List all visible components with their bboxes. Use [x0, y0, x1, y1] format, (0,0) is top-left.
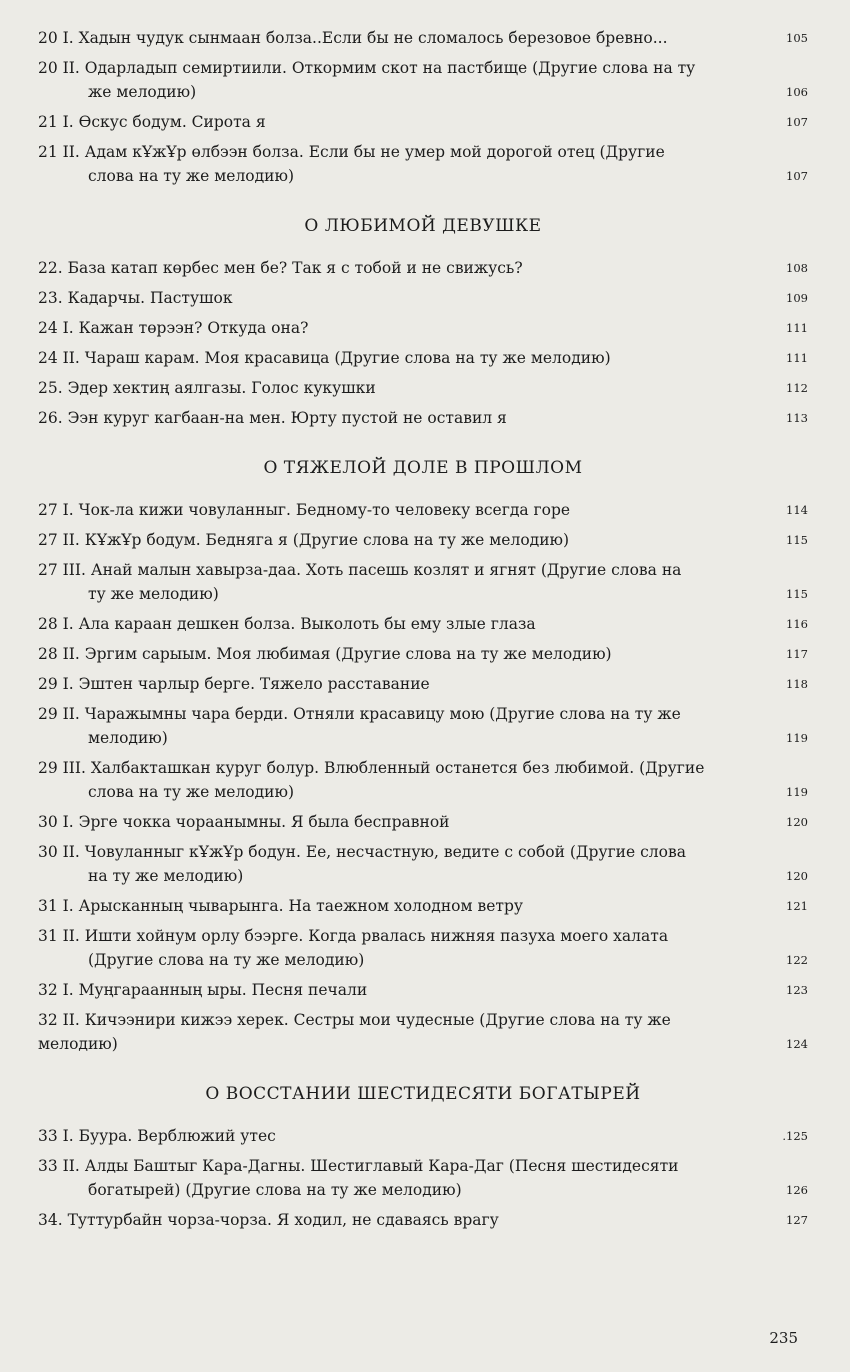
toc-entry-text: 30 I. Эрге чокка чораанымны. Я была бесправной	[38, 813, 450, 831]
toc-entry-title	[38, 256, 768, 280]
toc-entry-page: 112	[786, 381, 808, 395]
toc-entry-text: 25. Эдер хектиң аялгазы. Голос кукушки	[38, 379, 376, 397]
toc-entry	[38, 256, 808, 280]
toc-entry	[38, 558, 808, 606]
toc-entry-title	[38, 924, 768, 972]
toc-entry	[38, 1124, 808, 1148]
toc-entry	[38, 56, 808, 104]
toc-entry-title	[38, 498, 768, 522]
section-heading: О ТЯЖЕЛОЙ ДОЛЕ В ПРОШЛОМ	[263, 458, 583, 478]
toc-entry-page: 106	[786, 85, 808, 99]
toc-entry	[38, 110, 808, 134]
toc-entry-text: 32 II. Кичээнири кижээ херек. Сестры мои чудесные (Другие слова на ту же мелодию)	[38, 1011, 671, 1053]
toc-entry-title	[38, 376, 768, 400]
toc-entry-continuation: (Другие слова на ту же мелодию)	[88, 951, 365, 969]
toc-entry	[38, 316, 808, 340]
table-of-contents	[38, 26, 808, 1238]
toc-entry-page: 120	[786, 869, 808, 883]
toc-entry-text: 31 II. Ишти хойнум орлу бээрге. Когда рвалась нижняя пазуха моего халата	[38, 927, 669, 945]
toc-entry-text: 29 I. Эштен чарлыр берге. Тяжело расставание	[38, 675, 430, 693]
toc-entry-title	[38, 26, 768, 50]
toc-entry-continuation: богатырей) (Другие слова на ту же мелодию)	[88, 1181, 462, 1199]
toc-entry-text: 28 II. Эргим сарыым. Моя любимая (Другие слова на ту же мелодию)	[38, 645, 612, 663]
toc-entry-page: 113	[786, 411, 808, 425]
toc-entry-text: 24 II. Чараш карам. Моя красавица (Другие слова на ту же мелодию)	[38, 349, 611, 367]
toc-entry-page: 116	[786, 617, 808, 631]
toc-entry-title	[38, 1008, 768, 1056]
toc-entry-title	[38, 978, 768, 1002]
toc-entry-page: 119	[786, 785, 808, 799]
toc-entry-text: 32 I. Муңгараанның ыры. Песня печали	[38, 981, 368, 999]
toc-entry-title	[38, 672, 768, 696]
toc-entry-text: 21 I. Өскус бодум. Сирота я	[38, 113, 266, 131]
toc-entry-title	[38, 286, 768, 310]
toc-entry-text: 23. Кадарчы. Пастушок	[38, 289, 233, 307]
toc-entry-continuation: слова на ту же мелодию)	[88, 783, 295, 801]
toc-entry	[38, 1008, 808, 1056]
toc-entry-title	[38, 1208, 768, 1232]
toc-entry-page: 119	[786, 731, 808, 745]
toc-entry-page: 108	[786, 261, 808, 275]
toc-entry-title	[38, 642, 768, 666]
toc-entry	[38, 840, 808, 888]
toc-entry-title	[38, 1154, 768, 1202]
toc-entry-title	[38, 558, 768, 606]
toc-entry-text: 33 I. Буура. Верблюжий утес	[38, 1127, 276, 1145]
toc-entry	[38, 894, 808, 918]
toc-entry-title	[38, 612, 768, 636]
toc-entry-page: 118	[786, 677, 808, 691]
toc-entry	[38, 672, 808, 696]
toc-entry-text: 22. База катап көрбес мен бе? Так я с тобой и не свижусь?	[38, 259, 523, 277]
toc-entry	[38, 612, 808, 636]
toc-entry-text: 26. Ээн куруг кагбаан-на мен. Юрту пустой не оставил я	[38, 409, 507, 427]
toc-entry-page: 115	[786, 533, 808, 547]
toc-entry-text: 21 II. Адам кҰжҰр өлбээн болза. Если бы не умер мой дорогой отец (Другие	[38, 143, 665, 161]
section-heading: О ВОССТАНИИ ШЕСТИДЕСЯТИ БОГАТЫРЕЙ	[205, 1084, 641, 1104]
toc-entry-title	[38, 406, 768, 430]
toc-entry-text: 27 III. Анай малын хавырза-даа. Хоть пасешь козлят и ягнят (Другие слова на	[38, 561, 682, 579]
toc-entry-title	[38, 140, 768, 188]
toc-entry-text: 27 I. Чок-ла кижи човуланныг. Бедному-то человеку всегда горе	[38, 501, 571, 519]
toc-entry-text: 29 III. Халбакташкан куруг болур. Влюбленный останется без любимой. (Другие	[38, 759, 705, 777]
toc-entry	[38, 376, 808, 400]
toc-entry	[38, 1208, 808, 1232]
toc-entry-page: .125	[782, 1129, 808, 1143]
toc-entry-title	[38, 756, 768, 804]
toc-entry-continuation: на ту же мелодию)	[88, 867, 244, 885]
toc-entry-text: 30 II. Човуланныг кҰжҰр бодун. Ее, несчастную, ведите с собой (Другие слова	[38, 843, 686, 861]
toc-entry	[38, 702, 808, 750]
toc-entry-title	[38, 810, 768, 834]
toc-entry-title	[38, 346, 768, 370]
toc-entry-page: 111	[786, 321, 808, 335]
toc-entry-title	[38, 528, 768, 552]
toc-entry-continuation: же мелодию)	[88, 83, 197, 101]
toc-entry-page: 122	[786, 953, 808, 967]
toc-entry-text: 33 II. Алды Баштыг Кара-Дагны. Шестиглавый Кара-Даг (Песня шестидесяти	[38, 1157, 679, 1175]
toc-entry-page: 117	[786, 647, 808, 661]
toc-entry	[38, 528, 808, 552]
toc-entry	[38, 346, 808, 370]
toc-entry-page: 107	[786, 115, 808, 129]
toc-entry	[38, 140, 808, 188]
toc-entry-title	[38, 702, 768, 750]
toc-entry-text: 20 II. Одарладып семиртиили. Откормим скот на пастбище (Другие слова на ту	[38, 59, 696, 77]
toc-entry-title	[38, 840, 768, 888]
toc-entry-page: 121	[786, 899, 808, 913]
toc-entry-continuation: ту же мелодию)	[88, 585, 219, 603]
toc-entry-page: 124	[786, 1037, 808, 1051]
toc-entry	[38, 978, 808, 1002]
toc-entry	[38, 1154, 808, 1202]
section-heading: О ЛЮБИМОЙ ДЕВУШКЕ	[304, 216, 542, 236]
toc-entry-continuation: мелодию)	[88, 729, 168, 747]
toc-entry-title	[38, 316, 768, 340]
toc-entry-page: 114	[786, 503, 808, 517]
toc-entry	[38, 406, 808, 430]
toc-entry-text: 20 I. Хадын чудук сынмаан болза..Если бы не сломалось березовое бревно...	[38, 29, 668, 47]
toc-entry	[38, 286, 808, 310]
toc-entry-title	[38, 894, 768, 918]
toc-entry-text: 34. Туттурбайн чорза-чорза. Я ходил, не сдаваясь врагу	[38, 1211, 499, 1229]
toc-entry-page: 123	[786, 983, 808, 997]
toc-entry-page: 109	[786, 291, 808, 305]
toc-entry-title	[38, 1124, 768, 1148]
toc-entry-page: 126	[786, 1183, 808, 1197]
toc-entry-text: 27 II. КҰжҰр бодум. Беднягa я (Другие слова на ту же мелодию)	[38, 531, 570, 549]
toc-entry	[38, 498, 808, 522]
toc-entry-page: 127	[786, 1213, 808, 1227]
toc-entry-page: 111	[786, 351, 808, 365]
toc-entry	[38, 26, 808, 50]
toc-entry-text: 28 I. Ала караан дешкен болза. Выколоть бы ему злые глаза	[38, 615, 536, 633]
toc-entry	[38, 756, 808, 804]
toc-entry-page: 115	[786, 587, 808, 601]
toc-entry-title	[38, 56, 768, 104]
toc-entry-title	[38, 110, 768, 134]
toc-entry-page: 120	[786, 815, 808, 829]
toc-entry	[38, 642, 808, 666]
toc-entry-page: 105	[786, 31, 808, 45]
toc-entry-text: 24 I. Кажан төрээн? Откуда она?	[38, 319, 309, 337]
page-number: 235	[769, 1329, 798, 1347]
toc-entry-text: 29 II. Чаражымны чара берди. Отняли красавицу мою (Другие слова на ту же	[38, 705, 681, 723]
toc-entry-text: 31 I. Арысканның чыварынга. На таежном холодном ветру	[38, 897, 523, 915]
toc-entry	[38, 924, 808, 972]
toc-entry-continuation: слова на ту же мелодию)	[88, 167, 295, 185]
toc-entry-page: 107	[786, 169, 808, 183]
toc-entry	[38, 810, 808, 834]
